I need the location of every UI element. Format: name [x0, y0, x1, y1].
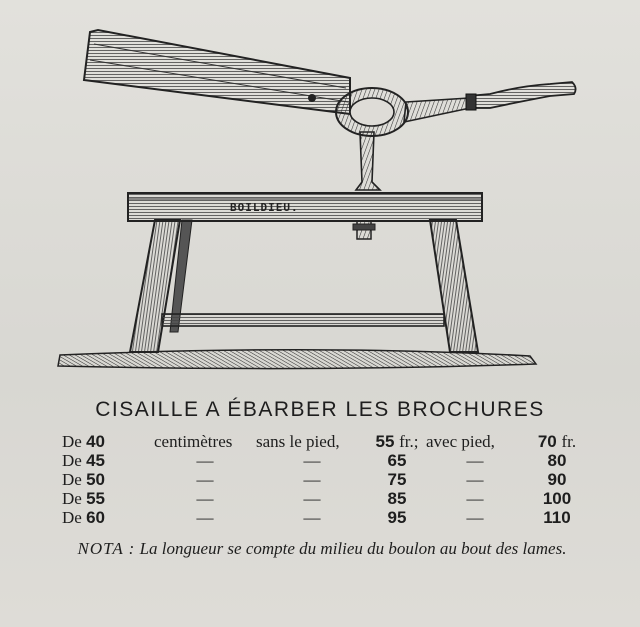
- shear-engraving: [50, 22, 590, 382]
- price-value: 55: [375, 432, 395, 451]
- price-table: [62, 432, 590, 527]
- table-row: [62, 470, 590, 489]
- paper-shear-illustration: [50, 22, 590, 382]
- brand-stamp: BOILDIEU.: [230, 201, 299, 214]
- price-without-stand: [368, 432, 426, 451]
- nota-label: NOTA :: [77, 539, 136, 558]
- size-cell: [62, 432, 154, 451]
- ditto-mark: —: [196, 508, 214, 527]
- size-value: 45: [86, 451, 105, 470]
- ditto-mark: —: [196, 489, 214, 508]
- size-value: 50: [86, 470, 105, 489]
- size-cell: [62, 508, 154, 527]
- price-without-stand: 65: [387, 451, 407, 470]
- table-top: [128, 193, 482, 221]
- size-cell: [62, 470, 154, 489]
- size-cell: [62, 451, 154, 470]
- ditto-mark: —: [466, 489, 484, 508]
- ditto-mark: —: [303, 508, 321, 527]
- ditto-mark: —: [196, 451, 214, 470]
- pivot-post: [356, 132, 380, 190]
- blade-rivet: [308, 94, 316, 102]
- price-with-stand: 80: [547, 451, 567, 470]
- ditto-mark: —: [466, 508, 484, 527]
- price-without-stand: 75: [387, 470, 407, 489]
- size-cell: [62, 489, 154, 508]
- stretcher-bar: [162, 314, 444, 326]
- unit-cell: centimètres: [154, 432, 233, 451]
- table-row: [62, 432, 590, 451]
- de-label: De: [62, 470, 82, 489]
- with-stand-label: avec pied,: [426, 432, 495, 451]
- ditto-mark: —: [303, 451, 321, 470]
- ditto-mark: —: [466, 470, 484, 489]
- de-label: De: [62, 508, 82, 527]
- lever-arm: [404, 98, 470, 122]
- price-value: 70: [537, 432, 557, 451]
- currency-label: fr.;: [399, 432, 419, 451]
- nota-note: [16, 538, 628, 559]
- currency-label: fr.: [561, 432, 577, 451]
- price-with-stand: 90: [547, 470, 567, 489]
- price-without-stand: 95: [387, 508, 407, 527]
- price-with-stand: [524, 432, 590, 451]
- size-value: 60: [86, 508, 105, 527]
- table-row: [62, 451, 590, 470]
- product-title: CISAILLE A ÉBARBER LES BROCHURES: [95, 398, 545, 421]
- de-label: De: [62, 432, 82, 451]
- de-label: De: [62, 489, 82, 508]
- price-with-stand: 100: [542, 489, 572, 508]
- table-row: [62, 508, 590, 527]
- size-value: 55: [86, 489, 105, 508]
- without-stand-label: sans le pied,: [256, 432, 340, 451]
- size-value: 40: [86, 432, 105, 451]
- price-without-stand: 85: [387, 489, 407, 508]
- ditto-mark: —: [196, 470, 214, 489]
- price-with-stand: 110: [543, 508, 571, 527]
- ditto-mark: —: [303, 489, 321, 508]
- nota-text: La longueur se compte du milieu du boulon au bout des lames.: [139, 539, 567, 558]
- lever-handle: [468, 82, 576, 108]
- front-right-leg: [430, 220, 478, 352]
- ditto-mark: —: [466, 451, 484, 470]
- table-row: [62, 489, 590, 508]
- ditto-mark: —: [303, 470, 321, 489]
- de-label: De: [62, 451, 82, 470]
